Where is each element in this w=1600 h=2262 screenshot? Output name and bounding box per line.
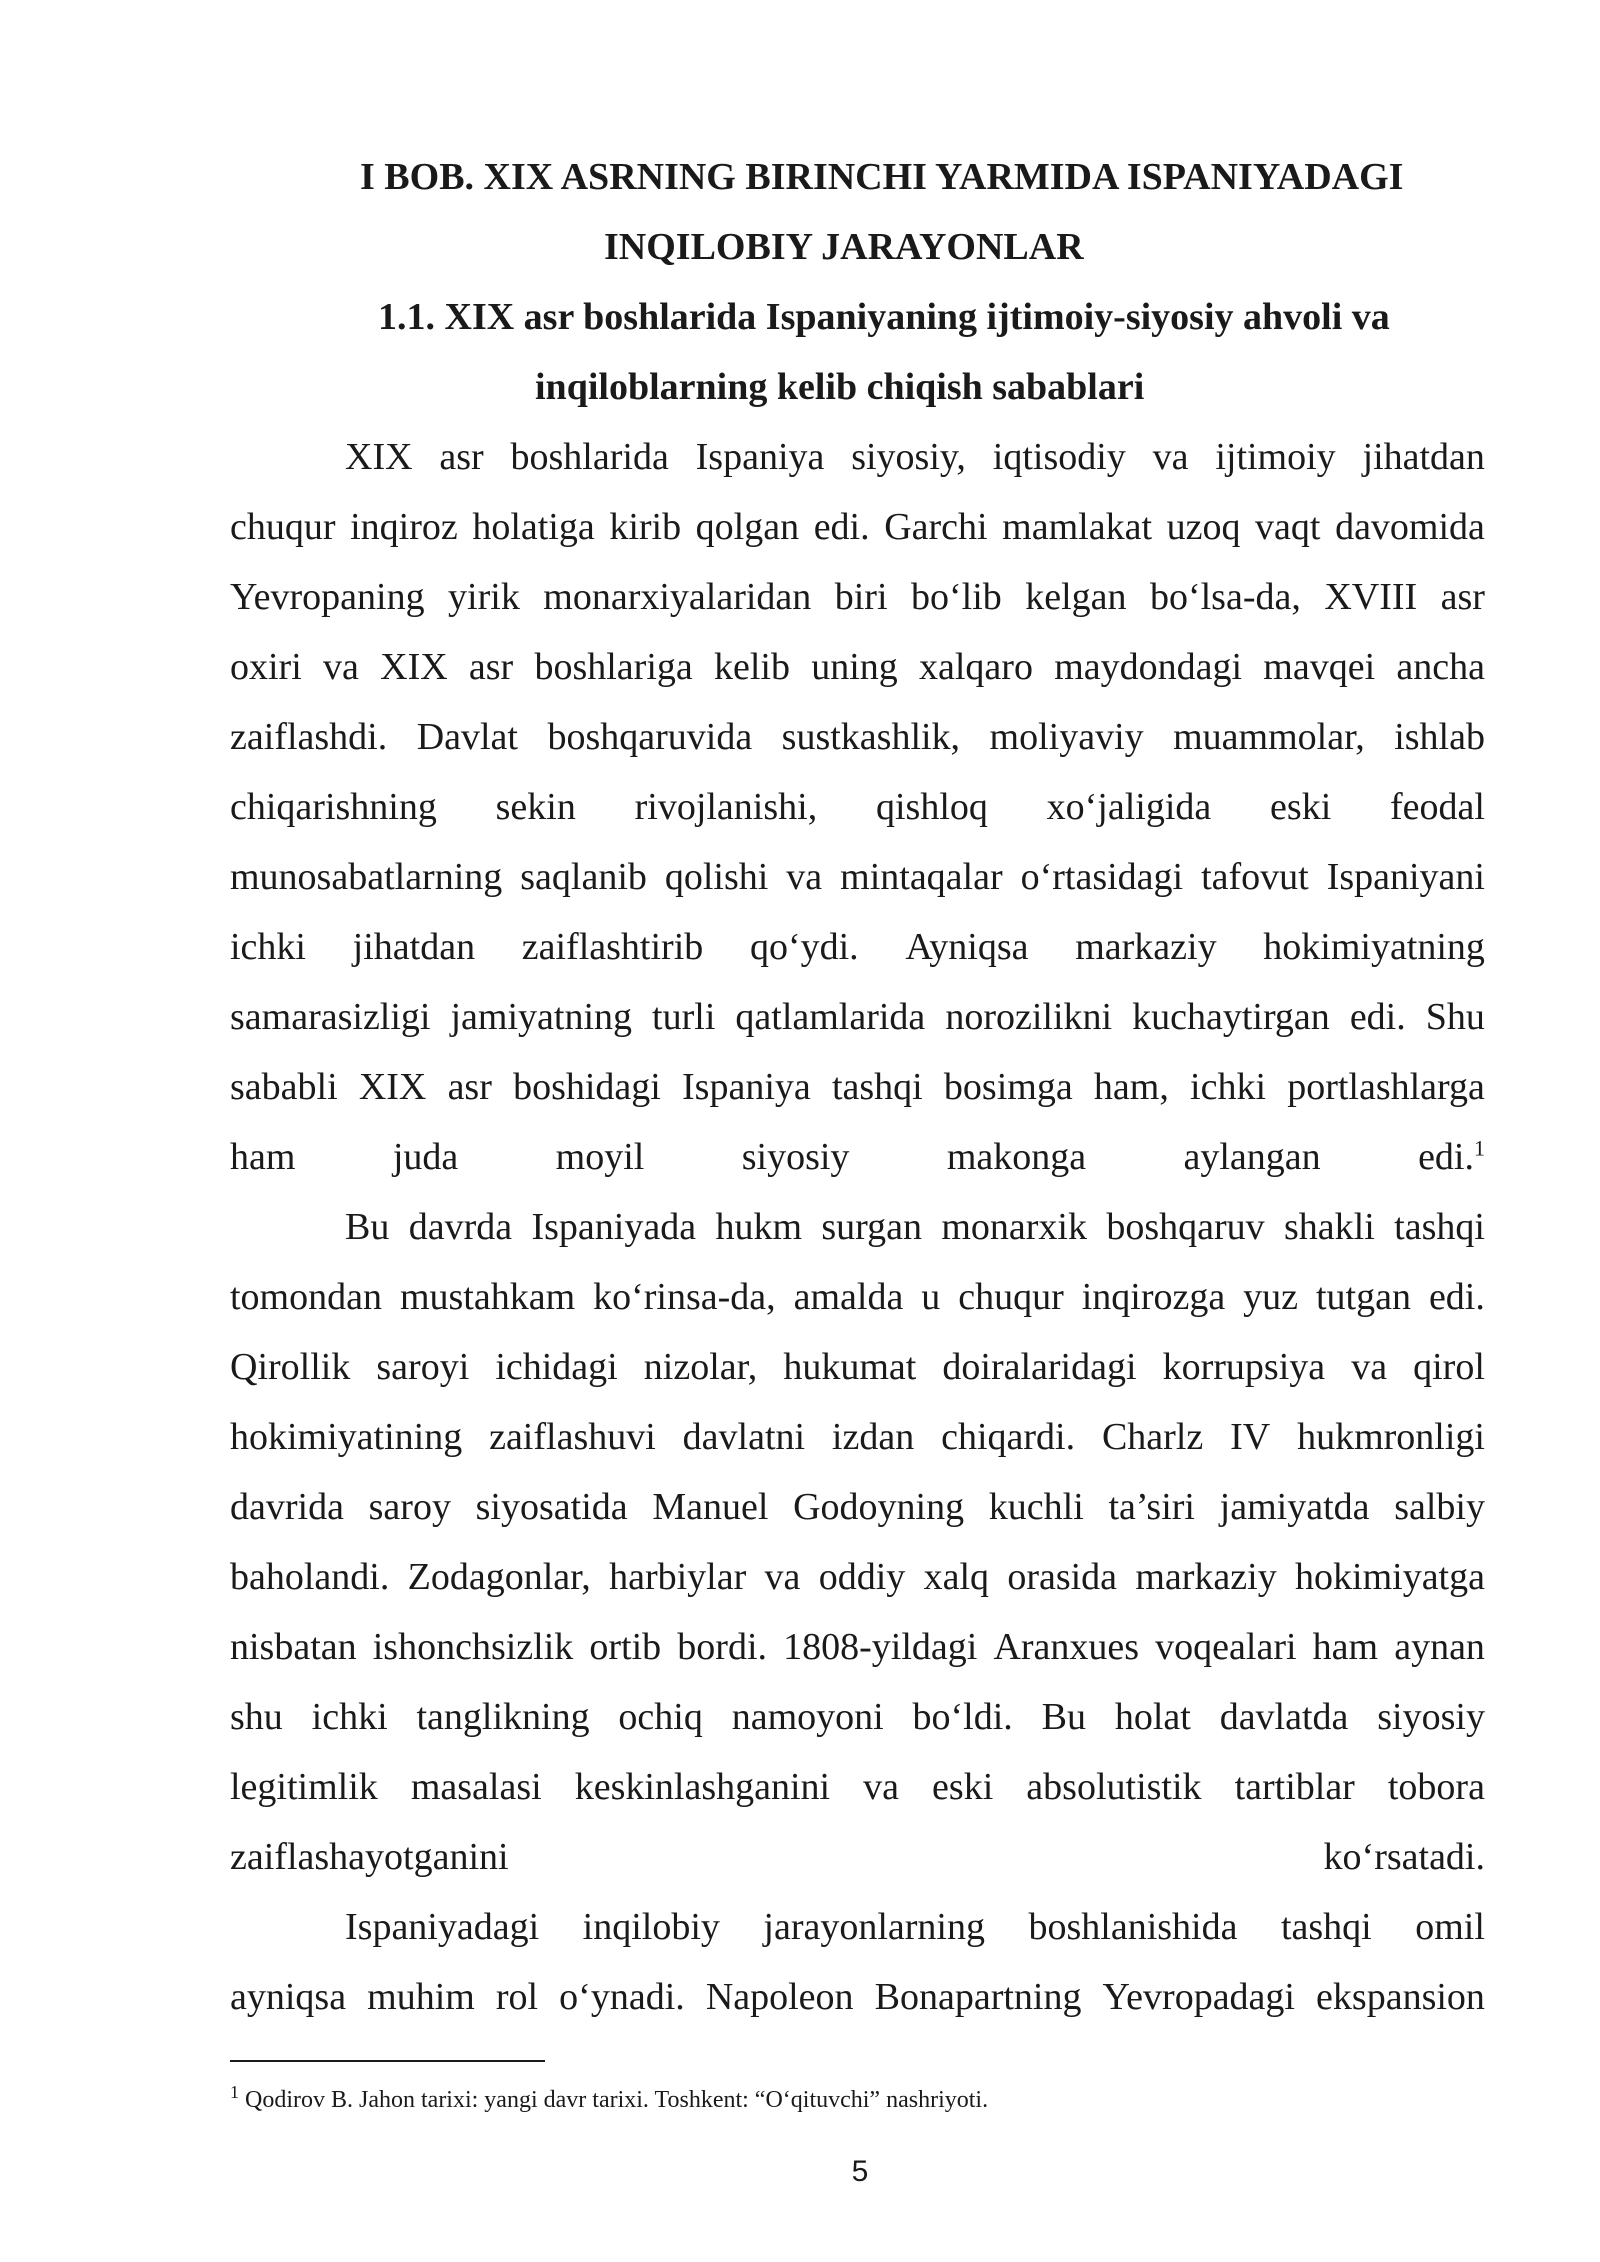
word: saroy — [368, 1486, 451, 1528]
word: davomida — [1335, 506, 1485, 548]
word: siyosiy, — [851, 436, 966, 478]
word: boshlarida — [510, 436, 669, 478]
word: moliyaviy — [989, 716, 1144, 758]
word: Yevropaning — [230, 576, 425, 618]
word: Godoyning — [793, 1486, 965, 1528]
word: inqilobiy — [582, 1906, 720, 1948]
word: Bu — [345, 1206, 390, 1248]
word: Yevropadagi — [1102, 1976, 1295, 2018]
word: Napoleon — [705, 1976, 854, 2018]
word: asr — [439, 436, 484, 478]
word: keskinlashganini — [574, 1766, 831, 1808]
word: davlatni — [682, 1416, 806, 1458]
word: tafovut — [1201, 856, 1309, 898]
footnote — [230, 2080, 988, 2120]
word: turli — [652, 996, 716, 1038]
word: monarxik — [941, 1206, 1087, 1248]
word: Qirollik — [230, 1346, 351, 1388]
word: Ispaniyani — [1326, 856, 1485, 898]
word: asr — [468, 646, 514, 688]
word: aynan — [1394, 1626, 1485, 1668]
word: ta’siri — [1108, 1486, 1195, 1528]
word: uning — [811, 646, 898, 688]
word: tashqi — [831, 1066, 923, 1108]
word: davrda — [408, 1206, 513, 1248]
word: XIX — [380, 646, 448, 688]
section-title-line-2: inqiloblarning kelib chiqish sabablari — [535, 366, 1145, 408]
word: chuqur — [958, 1276, 1064, 1318]
word: nisbatan — [230, 1626, 357, 1668]
word: boshlariga — [534, 646, 693, 688]
word: Charlz — [1101, 1416, 1204, 1458]
word: va — [1152, 436, 1189, 478]
word: izdan — [831, 1416, 915, 1458]
paragraph-line — [230, 632, 1485, 702]
word: voqealari — [1155, 1626, 1297, 1668]
word: zaiflashuvi — [489, 1416, 656, 1458]
word: biri — [834, 576, 888, 618]
word: omil — [1415, 1906, 1485, 1948]
paragraph-last-line — [230, 1122, 1485, 1192]
paragraph-line — [230, 422, 1485, 492]
word: jihatdan — [352, 926, 476, 968]
word: kuchli — [988, 1486, 1084, 1528]
word: shakli — [1284, 1206, 1375, 1248]
word: chuqur — [230, 506, 336, 548]
word: Bu — [1041, 1696, 1087, 1738]
paragraph-line — [230, 912, 1485, 982]
word: eski — [1270, 786, 1332, 828]
word: Manuel — [652, 1486, 769, 1528]
paragraph-line — [230, 1962, 1485, 2032]
word: nizolar, — [643, 1346, 758, 1388]
paragraph-line — [230, 842, 1485, 912]
word: norozilikni — [945, 996, 1113, 1038]
word: va — [1351, 1346, 1388, 1388]
word: ichki — [230, 926, 306, 968]
word: absolutistik — [1026, 1766, 1202, 1808]
word: samarasizligi — [230, 996, 431, 1038]
word: holatiga — [472, 506, 595, 548]
word: bordi. — [677, 1626, 768, 1668]
paragraph-line — [230, 562, 1485, 632]
word: edi. — [813, 506, 870, 548]
word: tanglikning — [416, 1696, 590, 1738]
word: Zodagonlar, — [407, 1556, 591, 1598]
word: ichki — [1190, 1066, 1266, 1108]
word: tobora — [1387, 1766, 1485, 1808]
word: 1808-yildagi — [783, 1626, 978, 1668]
word: qatlamlarida — [735, 996, 926, 1038]
word: qirol — [1413, 1346, 1485, 1388]
paragraph-line — [230, 1402, 1485, 1472]
word: jamiyatda — [1219, 1486, 1370, 1528]
word: Ispaniyadagi — [345, 1906, 540, 1948]
word: korrupsiya — [1162, 1346, 1326, 1388]
word: mintaqalar — [840, 856, 1003, 898]
word: amalda — [793, 1276, 904, 1318]
word: boshidagi — [513, 1066, 661, 1108]
word: munosabatlarning — [230, 856, 503, 898]
word: doiralaridagi — [942, 1346, 1137, 1388]
paragraph-line — [230, 1332, 1485, 1402]
word: edi. — [1349, 996, 1406, 1038]
word: rivojlanishi, — [634, 786, 818, 828]
word: bo‘lib — [910, 576, 1002, 618]
paragraph-line — [230, 492, 1485, 562]
word: inqirozga — [1081, 1276, 1226, 1318]
word: bo‘ldi. — [912, 1696, 1013, 1738]
word: ichki — [311, 1696, 388, 1738]
section-title-line-1: 1.1. XIX asr boshlarida Ispaniyaning ijtimoiy-siyosiy ahvoli va — [378, 296, 1390, 338]
word: vaqt — [1255, 506, 1321, 548]
word: va — [764, 1556, 801, 1598]
paragraph-line — [230, 1192, 1485, 1262]
word: Bonapartning — [874, 1976, 1082, 2018]
word: legitimlik — [230, 1766, 378, 1808]
word: xalq — [923, 1556, 990, 1598]
word: harbiylar — [609, 1556, 747, 1598]
word: sekin — [495, 786, 576, 828]
word: holat — [1114, 1696, 1191, 1738]
paragraph-line — [230, 1682, 1485, 1752]
word: va — [786, 856, 823, 898]
word: bo‘lsa-da, — [1149, 576, 1301, 618]
word: markaziy — [1075, 926, 1217, 968]
paragraph-line: zaiflashayotganini ko‘rsatadi. — [230, 1836, 1485, 1878]
word: xalqaro — [919, 646, 1033, 688]
word: feodal — [1390, 786, 1485, 828]
paragraph-line — [230, 1892, 1485, 1962]
word: portlashlarga — [1287, 1066, 1485, 1108]
word: chiqardi. — [941, 1416, 1076, 1458]
paragraph-line — [230, 772, 1485, 842]
word: mavqei — [1263, 646, 1376, 688]
word: yuz — [1243, 1276, 1299, 1318]
word: baholandi. — [230, 1556, 390, 1598]
word: ko‘rinsa-da, — [593, 1276, 776, 1318]
word: qolishi — [664, 856, 769, 898]
word: inqiroz — [350, 506, 458, 548]
word: kelib — [713, 646, 790, 688]
word: muhim — [367, 1976, 475, 2018]
word: tashqi — [1394, 1206, 1485, 1248]
word: chiqarishning — [230, 786, 437, 828]
word: orasida — [1007, 1556, 1118, 1598]
word: mamlakat — [1002, 506, 1153, 548]
word: oxiri — [230, 646, 302, 688]
word: va — [863, 1766, 900, 1808]
word: salbiy — [1394, 1486, 1485, 1528]
word: XIX — [345, 436, 413, 478]
word: jamiyatning — [450, 996, 633, 1038]
word: Ispaniyada — [531, 1206, 697, 1248]
word: ichidagi — [495, 1346, 618, 1388]
word: IV — [1230, 1416, 1271, 1458]
word: Shu — [1425, 996, 1485, 1038]
word: tartiblar — [1234, 1766, 1355, 1808]
word: hukm — [715, 1206, 802, 1248]
word: sustkashlik, — [781, 716, 961, 758]
word: hokimiyatining — [230, 1416, 463, 1458]
word: maydondagi — [1054, 646, 1243, 688]
paragraph-line — [230, 1542, 1485, 1612]
paragraph-line — [230, 982, 1485, 1052]
paragraph-line — [230, 702, 1485, 772]
word: ayniqsa — [230, 1976, 347, 2018]
word: tutgan — [1316, 1276, 1411, 1318]
word: kelgan — [1025, 576, 1127, 618]
word: saroyi — [376, 1346, 470, 1388]
word: oddiy — [818, 1556, 906, 1598]
word: Ispaniya — [695, 436, 825, 478]
paragraph-line — [230, 1752, 1485, 1822]
word: shu — [230, 1696, 283, 1738]
word: hukumat — [783, 1346, 917, 1388]
paragraph-line — [230, 1052, 1485, 1122]
word: yirik — [448, 576, 520, 618]
word: monarxiyalaridan — [543, 576, 812, 618]
word: ancha — [1396, 646, 1485, 688]
word: u — [921, 1276, 941, 1318]
word: mustahkam — [399, 1276, 576, 1318]
word: markaziy — [1135, 1556, 1277, 1598]
word: hokimiyatning — [1263, 926, 1485, 968]
word: ochiq — [618, 1696, 703, 1738]
word: uzoq — [1166, 506, 1241, 548]
word: masalasi — [410, 1766, 542, 1808]
paragraph-line — [230, 1262, 1485, 1332]
word: va — [323, 646, 359, 688]
word: sababli — [230, 1066, 338, 1108]
footnote-text: Qodirov B. Jahon tarixi: yangi davr tarixi. Toshkent: “O‘qituvchi” nashriyoti. — [245, 2087, 989, 2113]
word: hokimiyatga — [1295, 1556, 1485, 1598]
word: siyosatida — [475, 1486, 628, 1528]
word: ham, — [1093, 1066, 1169, 1108]
word: edi. — [1428, 1276, 1485, 1318]
word: Davlat — [416, 716, 518, 758]
word: XVIII — [1324, 576, 1418, 618]
word: qo‘ydi. — [749, 926, 859, 968]
word: jihatdan — [1362, 436, 1485, 478]
word: Aranxues — [993, 1626, 1140, 1668]
word: ishonchsizlik — [372, 1626, 574, 1668]
word: o‘ynadi. — [559, 1976, 685, 2018]
word: muammolar, — [1173, 716, 1365, 758]
word: surgan — [821, 1206, 922, 1248]
word: saqlanib — [520, 856, 647, 898]
word: ekspansion — [1316, 1976, 1485, 2018]
word: ortib — [589, 1626, 662, 1668]
word: namoyoni — [731, 1696, 884, 1738]
paragraph-line — [230, 1472, 1485, 1542]
word: kirib — [609, 506, 682, 548]
word: qishloq — [875, 786, 988, 828]
word: ham — [1312, 1626, 1379, 1668]
page-number: 5 — [851, 2155, 869, 2188]
word: Ayniqsa — [905, 926, 1029, 968]
word: boshlanishida — [1028, 1906, 1238, 1948]
paragraph-2 — [230, 1192, 1485, 1892]
word: iqtisodiy — [992, 436, 1126, 478]
word: hukmronligi — [1297, 1416, 1485, 1458]
word: asr — [1440, 576, 1485, 618]
word: bosimga — [943, 1066, 1073, 1108]
word: siyosiy — [1377, 1696, 1485, 1738]
word: asr — [447, 1066, 492, 1108]
paragraph-line: ham juda moyil siyosiy makonga aylangan edi. — [230, 1136, 1474, 1178]
word: zaiflashdi. — [230, 716, 388, 758]
word: jarayonlarning — [763, 1906, 985, 1948]
word: boshqaruvida — [547, 716, 753, 758]
word: xo‘jaligida — [1046, 786, 1212, 828]
word: tashqi — [1280, 1906, 1372, 1948]
word: tomondan — [230, 1276, 382, 1318]
word: davrida — [230, 1486, 344, 1528]
chapter-title-line-2: INQILOBIY JARAYONLAR — [604, 226, 1084, 268]
paragraph-line — [230, 1612, 1485, 1682]
word: zaiflashtirib — [521, 926, 704, 968]
footnote-reference[interactable]: 1 — [1474, 1135, 1485, 1161]
word: boshqaruv — [1106, 1206, 1265, 1248]
paragraph-1 — [230, 422, 1485, 1192]
word: davlatda — [1219, 1696, 1349, 1738]
word: Garchi — [884, 506, 988, 548]
word: XIX — [358, 1066, 427, 1108]
footnote-separator — [230, 2060, 545, 2062]
word: ishlab — [1394, 716, 1485, 758]
footnote-number: 1 — [230, 2082, 239, 2102]
word: qolgan — [695, 506, 800, 548]
word: Ispaniya — [682, 1066, 811, 1108]
word: rol — [495, 1976, 539, 2018]
word: o‘rtasidagi — [1020, 856, 1184, 898]
paragraph-3 — [230, 1892, 1485, 2032]
word: ijtimoiy — [1215, 436, 1336, 478]
chapter-title-line-1: I BOB. XIX ASRNING BIRINCHI YARMIDA ISPANIYADAGI — [360, 156, 1404, 198]
word: kuchaytirgan — [1132, 996, 1330, 1038]
word: eski — [932, 1766, 994, 1808]
